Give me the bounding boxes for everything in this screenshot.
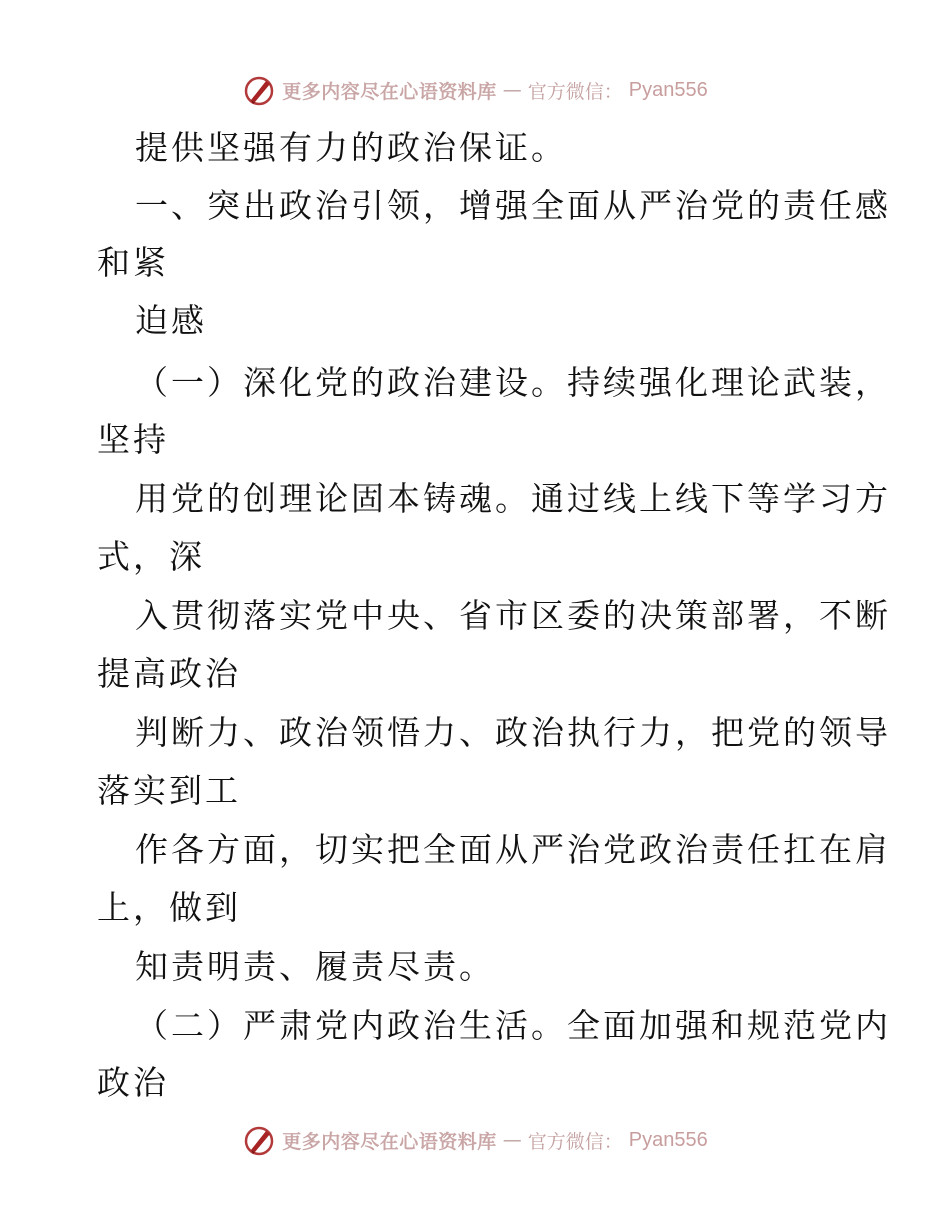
header-wechat-id: Pyan556 (628, 78, 708, 101)
body-line: 提供坚强有力的政治保证。 (135, 128, 567, 167)
body-line: 判断力、政治领悟力、政治执行力，把党的领导 (135, 713, 891, 752)
header-wechat-label: 官方微信： (527, 80, 623, 103)
pen-logo-icon (242, 1123, 276, 1157)
body-line: 落实到工 (97, 771, 241, 810)
body-line: 一、突出政治引领，增强全面从严治党的责任感 (135, 186, 891, 225)
body-line: （二）严肃党内政治生活。全面加强和规范党内 (135, 1006, 891, 1045)
body-line: 入贯彻落实党中央、省市区委的决策部署，不断 (135, 596, 891, 635)
body-line: 上，做到 (97, 888, 241, 927)
footer-wechat-label: 官方微信： (527, 1130, 623, 1153)
header-site-text: 更多内容尽在心语资料库 (282, 80, 497, 103)
body-line: 迫感 (135, 301, 207, 340)
body-line: 提高政治 (97, 654, 241, 693)
body-line: 式，深 (97, 537, 205, 576)
footer-watermark (0, 1120, 950, 1160)
body-line: 用党的创理论固本铸魂。通过线上线下等学习方 (135, 479, 891, 518)
body-line: 政治 (97, 1063, 169, 1102)
body-line: 作各方面，切实把全面从严治党政治责任扛在肩 (135, 830, 891, 869)
footer-wechat-id: Pyan556 (628, 1128, 708, 1151)
body-line: 和紧 (97, 243, 169, 282)
body-line: 坚持 (97, 420, 169, 459)
header-dash: — (502, 79, 522, 101)
header-watermark (0, 70, 950, 110)
body-line: 知责明责、履责尽责。 (135, 947, 495, 986)
footer-dash: — (502, 1129, 522, 1151)
body-line: （一）深化党的政治建设。持续强化理论武装， (135, 363, 891, 402)
pen-logo-icon (242, 73, 276, 107)
footer-site-text: 更多内容尽在心语资料库 (282, 1130, 497, 1153)
